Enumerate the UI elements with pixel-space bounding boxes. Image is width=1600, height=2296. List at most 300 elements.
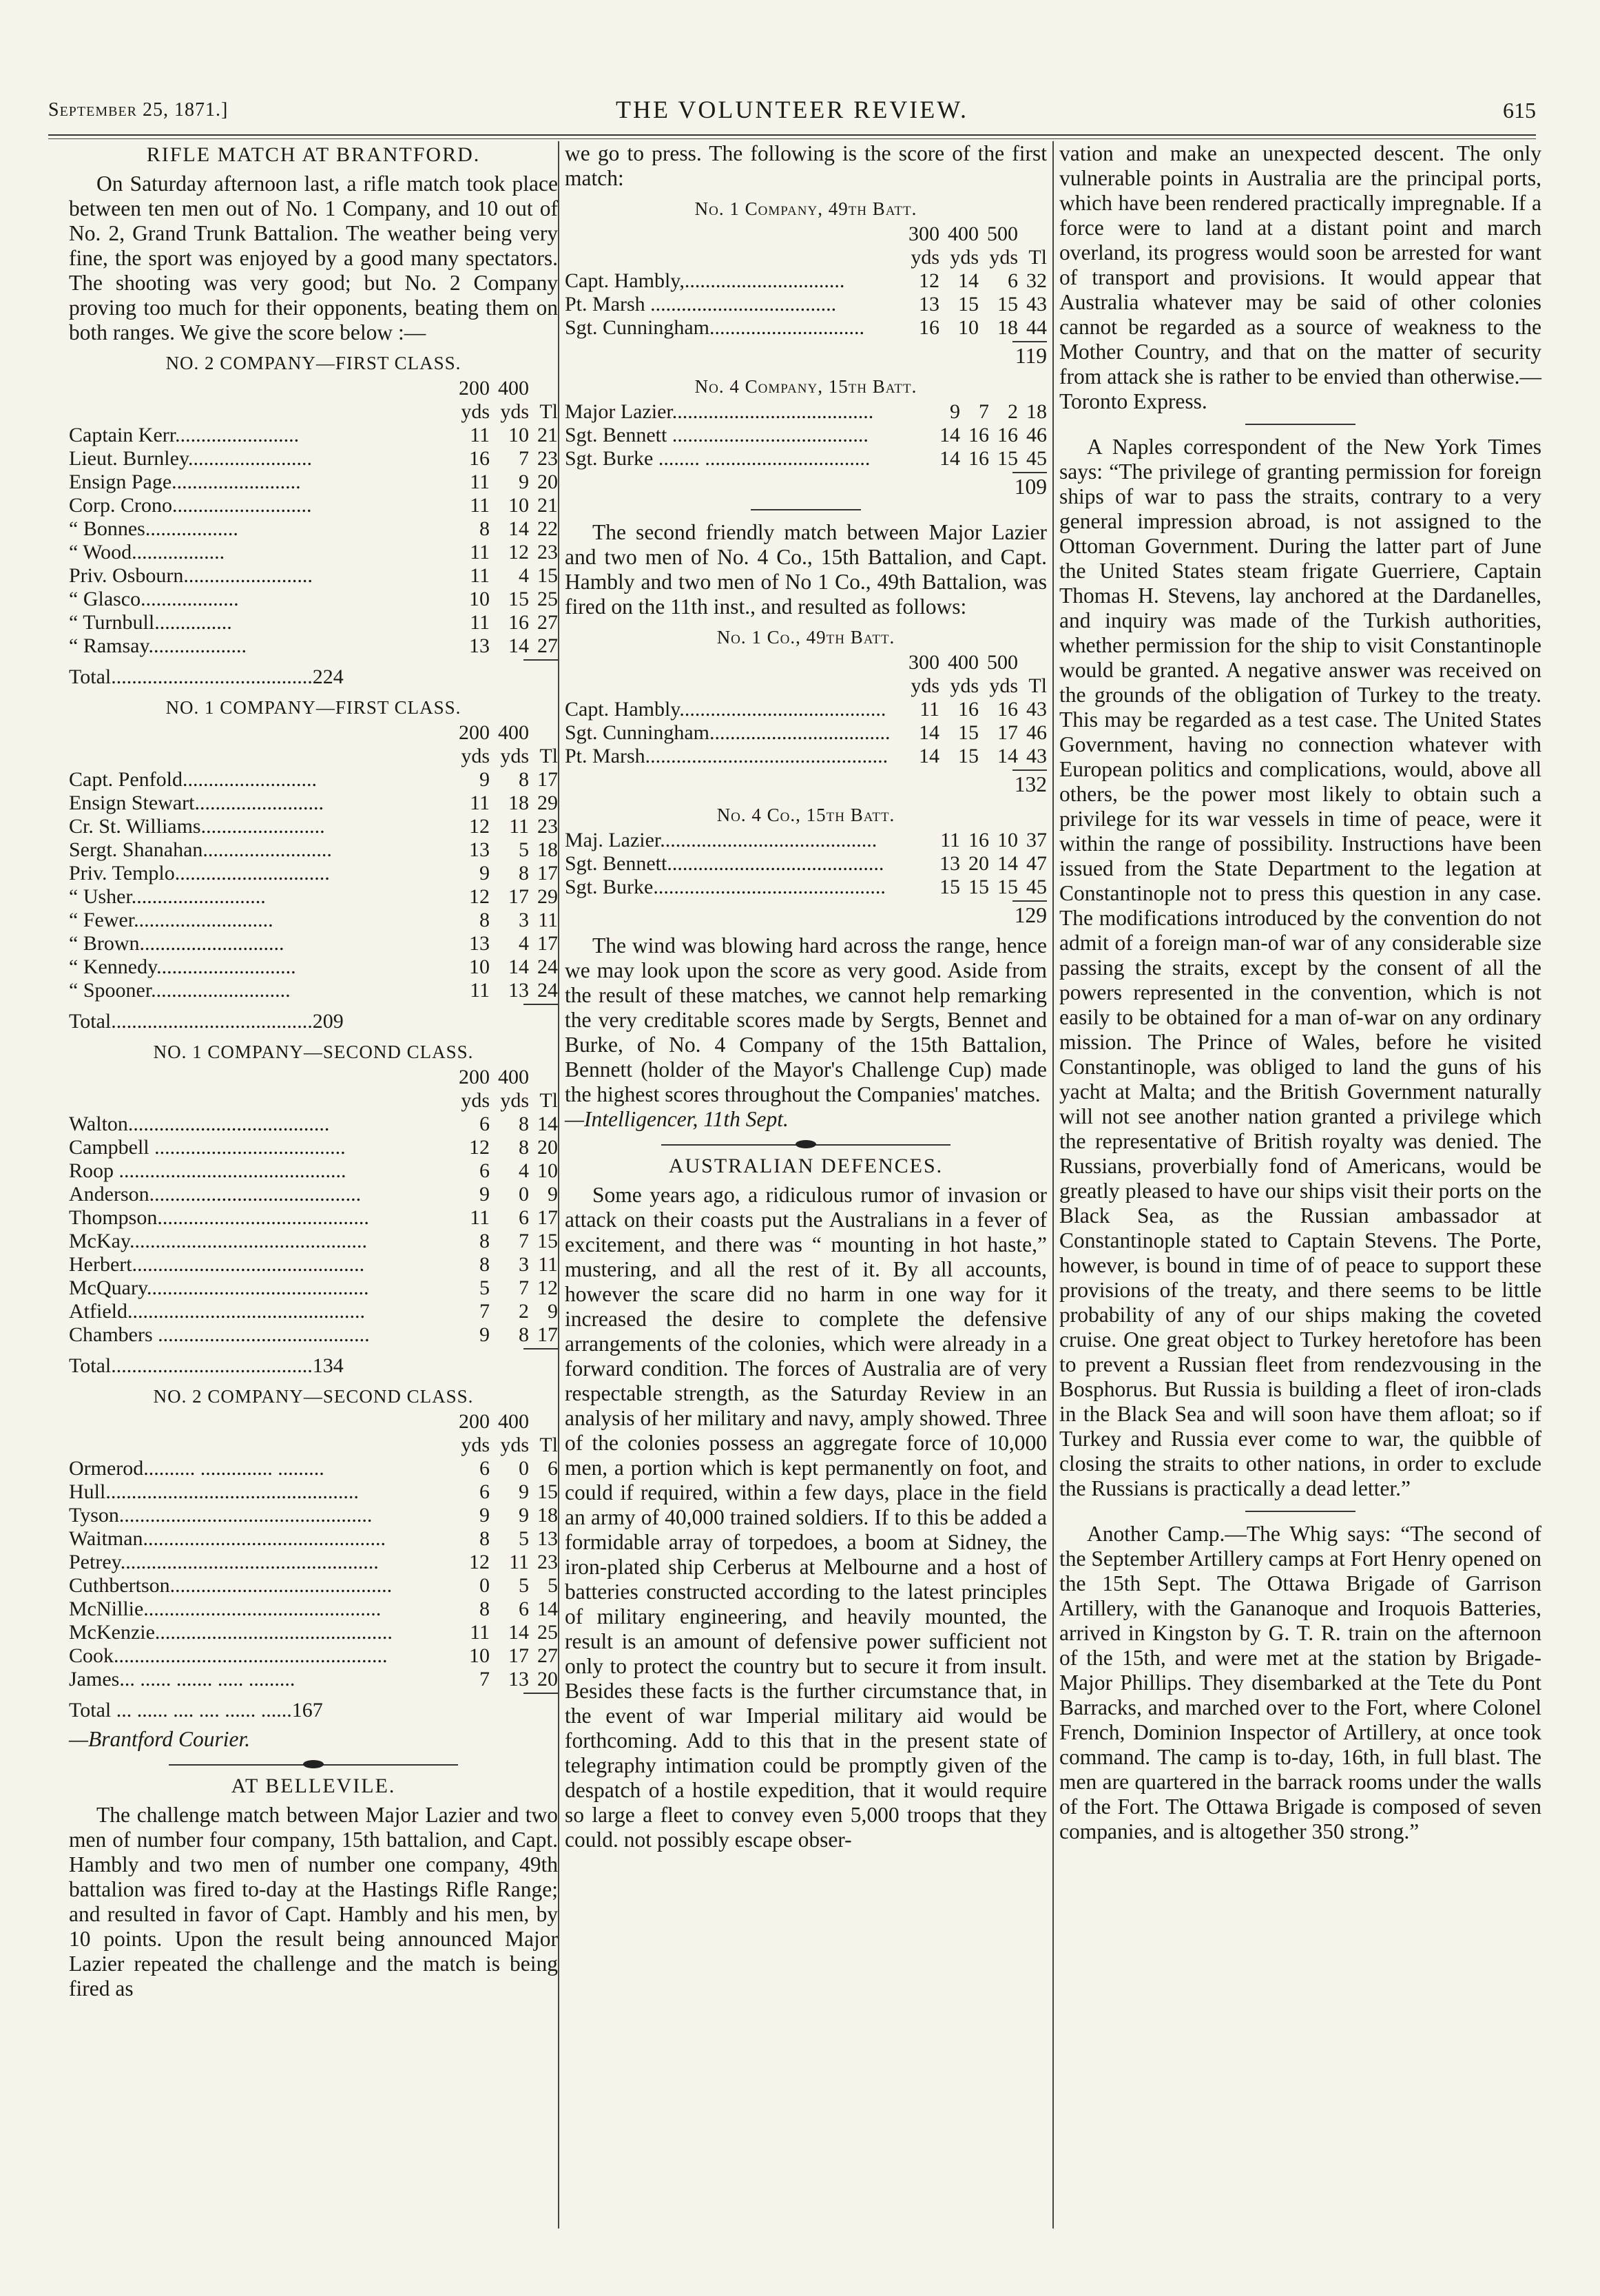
table-row <box>69 564 558 588</box>
table-total: 109 <box>1014 475 1047 499</box>
score-cell: 15 <box>958 745 979 767</box>
issue-date: September 25, 1871.] <box>48 99 229 121</box>
score-cell: 16 <box>968 829 989 851</box>
score-cell: 43 <box>1026 745 1047 767</box>
column-divider-2 <box>1052 141 1054 2228</box>
score-cell: 10 <box>508 424 529 446</box>
table-row <box>69 470 558 494</box>
score-cell: 18 <box>537 1504 558 1527</box>
score-cell: 14 <box>919 745 939 767</box>
score-cell: 8 <box>479 909 490 931</box>
shooter-name: Sgt. Burke ........ ................................ <box>565 447 871 470</box>
column-header: 500 <box>987 651 1018 674</box>
table-header-row <box>565 246 1047 269</box>
score-cell: 10 <box>508 494 529 517</box>
score-cell: 6 <box>548 1457 558 1480</box>
shooter-name: Petrey.................................................. <box>69 1551 379 1573</box>
column-header: 200 <box>459 1066 490 1088</box>
score-cell: 17 <box>537 768 558 791</box>
score-cell: 12 <box>469 1551 490 1573</box>
score-cell: 7 <box>979 400 989 423</box>
column-header: yds <box>911 246 939 269</box>
table-row <box>565 293 1047 316</box>
article-paragraph: The challenge match between Major Lazier and two men of number four company, 15th battalion, and Capt. Hambly and two men of number one company, 49th battalion was fired to-day at the Hastings Rifle Range; and resulted in favor of Capt. Hambly and his men, by 10 points. Upon the result being announced Major Lazier repeated the challenge and the match is being fired as <box>69 1803 558 2000</box>
table-row <box>69 1504 558 1527</box>
score-cell: 9 <box>548 1300 558 1323</box>
table-row <box>565 400 1047 424</box>
divider-rule <box>1245 1511 1355 1512</box>
shooter-name: Lieut. Burnley........................ <box>69 447 313 470</box>
score-table <box>69 377 558 658</box>
score-table <box>69 1066 558 1347</box>
score-cell: 13 <box>537 1527 558 1550</box>
score-cell: 47 <box>1026 852 1047 875</box>
score-cell: 7 <box>519 447 529 470</box>
score-cell: 9 <box>479 1183 490 1206</box>
score-cell: 21 <box>537 424 558 446</box>
score-cell: 11 <box>470 424 490 446</box>
column-header: yds <box>461 1434 490 1456</box>
score-table <box>69 1410 558 1691</box>
score-cell: 13 <box>469 634 490 657</box>
score-cell: 29 <box>537 885 558 908</box>
score-cell: 7 <box>519 1230 529 1252</box>
total-rule <box>523 1004 558 1005</box>
table-row <box>69 1206 558 1230</box>
table-header-row <box>69 1066 558 1089</box>
column-header: yds <box>950 674 979 697</box>
column-header <box>529 721 558 745</box>
score-cell: 11 <box>470 979 490 1002</box>
table-title: No. 4 Co., 15th Batt. <box>716 805 895 825</box>
score-cell: 3 <box>519 909 529 931</box>
score-cell: 11 <box>470 564 490 587</box>
shooter-name: “ Brown............................ <box>69 932 284 955</box>
column-header: 400 <box>498 1066 529 1088</box>
table-header-row <box>565 651 1047 674</box>
score-cell: 16 <box>968 447 989 470</box>
header-rule-2 <box>48 138 1536 139</box>
table-row <box>565 447 1047 470</box>
score-cell: 5 <box>519 1574 529 1597</box>
column-header: yds <box>461 1089 490 1112</box>
score-cell: 11 <box>920 698 939 721</box>
score-cell: 17 <box>537 932 558 955</box>
score-cell: 10 <box>469 588 490 610</box>
table-row <box>69 1113 558 1136</box>
column-header: 400 <box>498 721 529 744</box>
score-cell: 15 <box>958 293 979 316</box>
score-cell: 11 <box>470 470 490 493</box>
page-header <box>48 91 1536 132</box>
article-paragraph: The second friendly match between Major Lazier and two men of No. 4 Co., 15th Battalion, and Capt. Hambly and two men of No 1 Co., 49th Battalion, was fired on the 11th inst., and resulted as follows: <box>565 520 1047 619</box>
table-row <box>69 1230 558 1253</box>
score-cell: 14 <box>958 269 979 292</box>
table-row <box>69 1668 558 1691</box>
score-cell: 17 <box>508 1644 529 1667</box>
score-cell: 13 <box>919 293 939 316</box>
score-cell: 15 <box>968 876 989 898</box>
score-cell: 43 <box>1026 698 1047 721</box>
header-spacer <box>69 1089 450 1113</box>
shooter-name: Hull................................................. <box>69 1480 359 1503</box>
table-title: No. 1 Company, 49th Batt. <box>694 198 917 219</box>
score-cell: 32 <box>1026 269 1047 292</box>
score-cell: 4 <box>519 564 529 587</box>
header-rule <box>48 134 1536 136</box>
shooter-name: Capt. Hambly,............................... <box>565 269 845 292</box>
column-header <box>1018 651 1047 674</box>
shooter-name: Pt. Marsh............................................... <box>565 745 889 767</box>
score-cell: 13 <box>469 932 490 955</box>
article-paragraph: A Naples correspondent of the New York Times says: “The privilege of granting permission for foreign ships of war to pass the straits, contrary to a very general impression abroad, is not assigned to the Ottoman Government. During the latter part of June the United States steam frigate Guerriere, Captain Thomas H. Stevens, lay anchored at the Dardanelles, and inquiry was made of the Turkish authorities, whether permission for the ship to visit Constantinople would be granted. A negative answer was received on the grounds of the obligation of Turkey to the treaty. This may be regarded as a test case. The United States Government, having no connection whatever with European politics and complications, would, above all others, be the power most likely to obtain such a privilege for its war vessels in time of peace, were it within the range of possibility. Instructions have been issued from the State Department to the legation at Constantinople not to press this question in any case. The modifications introduced by the convention do not admit of a foreign man-of war of any considerable size passing the straits, except by the consent of all the powers represented in the convention, which is not easily to be obtained for a man of-war on any ordinary mission. The Prince of Wales, before he visited Constantinople, was obliged to land the guns of his yacht at Malta; and the British Government naturally will not see another nation granted a privilege which the representative of British royalty was denied. The Russians, proverbially fond of Americans, would be greatly pleased to have our ships visit their ports on the Black Sea, as the Russian ambassador at Constantinople stated to Captain Stevens. The Porte, however, is bound in time of of peace to support these provisions of the treaty, and there seems to be little probability of any of our ships making the coveted cruise. One great object to Turkey heretofore has been to prevent a Russian fleet from rendezvousing in the Bosphorus. But Russia is building a fleet of iron-clads in the Black Sea and will soon have them afloat; so if Turkey and Russia ever come to war, the quibble of closing the straits to other nations, in order to exclude the Russians is practically a dead letter.” <box>1059 435 1541 1500</box>
score-cell: 10 <box>958 316 979 339</box>
score-cell: 17 <box>537 1323 558 1346</box>
column-header: yds <box>950 246 979 269</box>
score-cell: 45 <box>1026 447 1047 470</box>
score-cell: 6 <box>479 1480 490 1503</box>
table-header-row <box>69 745 558 768</box>
article-heading-brantford: RIFLE MATCH AT BRANTFORD. <box>146 143 481 166</box>
column-header: Tl <box>1028 246 1047 269</box>
table-title: No. 1 Co., 49th Batt. <box>716 627 895 648</box>
score-cell: 29 <box>537 792 558 814</box>
score-cell: 14 <box>508 634 529 657</box>
table-row <box>69 517 558 541</box>
score-cell: 11 <box>470 792 490 814</box>
table-header-row <box>69 721 558 745</box>
column-header: 200 <box>459 721 490 744</box>
score-cell: 7 <box>479 1668 490 1690</box>
column-header: Tl <box>539 400 558 423</box>
shooter-name: Corp. Crono........................... <box>69 494 312 517</box>
score-cell: 17 <box>537 1206 558 1229</box>
table-row <box>69 1300 558 1323</box>
shooter-name: Major Lazier....................................... <box>565 400 874 423</box>
table-row <box>565 745 1047 768</box>
table-header-row <box>69 377 558 400</box>
score-cell: 8 <box>479 1230 490 1252</box>
shooter-name: McNillie.............................................. <box>69 1597 382 1620</box>
column-header: yds <box>989 674 1018 697</box>
score-cell: 5 <box>519 1527 529 1550</box>
score-cell: 6 <box>479 1113 490 1135</box>
score-cell: 9 <box>479 768 490 791</box>
shooter-name: “ Spooner........................... <box>69 979 291 1002</box>
score-cell: 16 <box>469 447 490 470</box>
shooter-name: Walton....................................... <box>69 1113 330 1135</box>
table-total: 132 <box>1014 772 1047 796</box>
table-row <box>69 1457 558 1480</box>
score-cell: 10 <box>469 955 490 978</box>
article-paragraph: we go to press. The following is the score of the first match: <box>565 141 1047 190</box>
shooter-name: Sgt. Bennett.......................................... <box>565 852 884 875</box>
table-header-row <box>565 223 1047 246</box>
table-row <box>69 1574 558 1597</box>
article-paragraph: The wind was blowing hard across the range, hence we may look upon the score as very good. Aside from the result of these matches, we cannot help remarking the very creditable scores made by Sergts, Bennet and Burke, of No. 4 Company of the 15th Battalion, Bennett (holder of the Mayor's Challenge Cup) made the highest scores throughout the Companies' matches. <box>565 933 1047 1106</box>
score-cell: 10 <box>469 1644 490 1667</box>
score-cell: 12 <box>537 1276 558 1299</box>
table-row <box>69 541 558 564</box>
score-cell: 11 <box>470 611 490 634</box>
score-cell: 7 <box>519 1276 529 1299</box>
score-cell: 20 <box>968 852 989 875</box>
score-cell: 12 <box>469 1136 490 1159</box>
score-cell: 44 <box>1026 316 1047 339</box>
table-header-row <box>69 1089 558 1113</box>
score-cell: 20 <box>537 470 558 493</box>
table-row <box>565 424 1047 447</box>
header-spacer <box>565 651 900 674</box>
score-cell: 16 <box>968 424 989 446</box>
score-cell: 15 <box>537 1230 558 1252</box>
score-cell: 11 <box>470 1206 490 1229</box>
score-cell: 18 <box>537 838 558 861</box>
score-table <box>565 651 1047 768</box>
score-cell: 7 <box>479 1300 490 1323</box>
score-cell: 43 <box>1026 293 1047 316</box>
shooter-name: Thompson......................................... <box>69 1206 369 1229</box>
score-cell: 2 <box>519 1300 529 1323</box>
header-spacer <box>565 246 900 269</box>
table-total: Total ... ...... .... .... ...... ......167 <box>69 1699 323 1721</box>
score-cell: 15 <box>508 588 529 610</box>
score-cell: 2 <box>1008 400 1018 423</box>
score-cell: 0 <box>519 1457 529 1480</box>
column-header: Tl <box>539 1089 558 1112</box>
score-cell: 9 <box>519 1480 529 1503</box>
score-cell: 11 <box>470 494 490 517</box>
table-row <box>565 316 1047 340</box>
shooter-name: “ Kennedy........................... <box>69 955 296 978</box>
score-cell: 5 <box>519 838 529 861</box>
score-cell: 13 <box>508 1668 529 1690</box>
total-rule <box>523 1693 558 1694</box>
table-row <box>69 885 558 909</box>
total-rule <box>1012 900 1047 902</box>
column-header: 300 <box>908 223 939 245</box>
shooter-name: Sergt. Shanahan......................... <box>69 838 332 861</box>
table-row <box>69 1136 558 1159</box>
score-cell: 14 <box>537 1113 558 1135</box>
score-cell: 9 <box>479 862 490 885</box>
score-cell: 17 <box>537 862 558 885</box>
table-header-row <box>69 1410 558 1434</box>
score-cell: 8 <box>519 768 529 791</box>
newspaper-title: THE VOLUNTEER REVIEW. <box>616 96 968 123</box>
table-row <box>565 876 1047 899</box>
score-cell: 11 <box>509 815 529 838</box>
shooter-name: “ Fewer........................... <box>69 909 273 931</box>
score-cell: 10 <box>537 1159 558 1182</box>
score-cell: 14 <box>508 1621 529 1644</box>
score-cell: 18 <box>508 792 529 814</box>
shooter-name: Capt. Penfold.......................... <box>69 768 317 791</box>
score-cell: 11 <box>538 909 558 931</box>
score-cell: 14 <box>919 721 939 744</box>
score-cell: 9 <box>519 470 529 493</box>
shooter-name: James... ...... ....... ..... ......... <box>69 1668 295 1690</box>
table-row <box>69 792 558 815</box>
score-cell: 23 <box>537 447 558 470</box>
table-row <box>565 698 1047 721</box>
score-cell: 37 <box>1026 829 1047 851</box>
score-cell: 16 <box>919 316 939 339</box>
score-cell: 14 <box>939 424 960 446</box>
table-row <box>69 1323 558 1347</box>
score-cell: 8 <box>479 1597 490 1620</box>
column-header: Tl <box>1028 674 1047 697</box>
score-tables <box>565 196 1047 499</box>
score-tables <box>565 625 1047 928</box>
column-header: 400 <box>498 1410 529 1433</box>
shooter-name: Waitman............................................... <box>69 1527 386 1550</box>
column-divider-1 <box>558 141 559 2228</box>
score-cell: 15 <box>939 876 960 898</box>
score-cell: 9 <box>479 1504 490 1527</box>
score-cell: 15 <box>997 876 1018 898</box>
article-paragraph: Some years ago, a ridiculous rumor of invasion or attack on their coasts put the Australians in a fever of excitement, and there was “ mounting in hot haste,” mustering, and all the rest of it. By all accounts, however the scare did no harm in one way for it increased the desire to complete the defensive arrangements of the colonies, which were already in a forward condition. The forces of Australia are of very respectable strength, as the Saturday Review in an analysis of her military and navy, amply showed. Three of the colonies possess an aggregate force of 10,000 men, a portion which is kept permanently on foot, and could if required, within a few days, place in the field an army of 40,000 trained soldiers. If to this be added a formidable array of torpedoes, a boom at Sidney, the iron-plated ship Cerberus at Melbourne and a host of batteries constructed according to the latest principles of military engineering, and heavily mounted, the result is an amount of defensive power sufficient not only to protect the country but to secure it from insult. Besides these facts is the further circumstance that, in the event of war Imperial military aid would be forthcoming. Add to this that in the present state of telegraphy intimation could be promptly given of the despatch of a hostile expedition, that it would require so large a fleet to convey even 5,000 troops that they could. not possibly escape obser- <box>565 1183 1047 1852</box>
table-total: 119 <box>1015 344 1047 368</box>
column-header: yds <box>989 246 1018 269</box>
score-cell: 18 <box>997 316 1018 339</box>
table-row <box>565 721 1047 745</box>
total-rule <box>523 1348 558 1349</box>
column-header <box>529 1066 558 1089</box>
score-cell: 8 <box>519 1323 529 1346</box>
score-table <box>565 829 1047 899</box>
header-spacer <box>69 400 450 424</box>
column-header: yds <box>500 745 529 767</box>
column-header: 400 <box>948 651 979 674</box>
header-spacer <box>69 1410 450 1434</box>
column-1 <box>69 141 558 2001</box>
score-cell: 6 <box>479 1457 490 1480</box>
shooter-name: Capt. Hambly........................................ <box>565 698 886 721</box>
score-cell: 18 <box>1026 400 1047 423</box>
score-cell: 15 <box>997 293 1018 316</box>
shooter-name: “ Ramsay................... <box>69 634 247 657</box>
shooter-name: “ Bonnes.................. <box>69 517 238 540</box>
score-cell: 14 <box>537 1597 558 1620</box>
table-row <box>565 829 1047 852</box>
score-cell: 46 <box>1026 424 1047 446</box>
shooter-name: Tyson................................................. <box>69 1504 373 1527</box>
shooter-name: Ensign Stewart......................... <box>69 792 324 814</box>
score-cell: 17 <box>508 885 529 908</box>
score-cell: 6 <box>519 1597 529 1620</box>
score-cell: 10 <box>997 829 1018 851</box>
score-cell: 0 <box>479 1574 490 1597</box>
score-cell: 25 <box>537 588 558 610</box>
table-total: Total.......................................209 <box>69 1010 344 1033</box>
score-cell: 9 <box>548 1183 558 1206</box>
table-row <box>69 634 558 658</box>
article-paragraph: Another Camp.—The Whig says: “The second of the September Artillery camps at Fort Henry opened on the 15th Sept. The Ottawa Brigade of Garrison Artillery, with the Gananoque and Iroquois Batteries, arrived in Kingston by G. T. R. train on the afternoon of the 15th, and were met at the station by Brigade-Major Phillips. They disembarked at the Tete du Pont Barracks, and marched over to the Fort, where Colonel French, Dominion Inspector of Artillery, at once took command. The camp is to-day, 16th, in full blast. The men are quartered in the barrack rooms under the walls of the Fort. The Ottawa Brigade is composed of seven companies, and is altogether 350 strong.” <box>1059 1522 1541 1843</box>
shooter-name: Ormerod.......... .............. ......... <box>69 1457 324 1480</box>
table-title: NO. 2 COMPANY—FIRST CLASS. <box>165 353 461 373</box>
score-cell: 20 <box>537 1668 558 1690</box>
column-header: yds <box>911 674 939 697</box>
table-row <box>69 1621 558 1644</box>
score-cell: 8 <box>519 1136 529 1159</box>
score-cell: 6 <box>1008 269 1018 292</box>
table-row <box>69 1527 558 1551</box>
column-header: yds <box>500 1089 529 1112</box>
score-cell: 8 <box>519 862 529 885</box>
shooter-name: Priv. Osbourn......................... <box>69 564 313 587</box>
score-cell: 8 <box>519 1113 529 1135</box>
score-cell: 9 <box>519 1504 529 1527</box>
shooter-name: “ Usher.......................... <box>69 885 266 908</box>
shooter-name: Cr. St. Williams........................ <box>69 815 325 838</box>
shooter-name: McKenzie.............................................. <box>69 1621 393 1644</box>
score-cell: 27 <box>537 634 558 657</box>
table-row <box>69 447 558 470</box>
score-cell: 14 <box>508 955 529 978</box>
shooter-name: Campbell ..................................... <box>69 1136 346 1159</box>
ornamental-rule <box>661 1144 950 1146</box>
shooter-name: “ Wood.................. <box>69 541 225 563</box>
header-spacer <box>69 721 450 745</box>
table-row <box>69 588 558 611</box>
score-cell: 11 <box>538 1253 558 1276</box>
table-total: 129 <box>1014 903 1047 927</box>
table-title: NO. 1 COMPANY—SECOND CLASS. <box>153 1042 474 1062</box>
table-total: Total.......................................224 <box>69 665 344 688</box>
score-cell: 14 <box>508 517 529 540</box>
table-row <box>565 269 1047 293</box>
score-cell: 17 <box>997 721 1018 744</box>
score-cell: 21 <box>537 494 558 517</box>
header-spacer <box>69 1066 450 1089</box>
score-cell: 22 <box>537 517 558 540</box>
shooter-name: Sgt. Cunningham................................... <box>565 721 891 744</box>
shooter-name: Ensign Page......................... <box>69 470 301 493</box>
column-3 <box>1059 141 1541 1844</box>
table-row <box>69 979 558 1002</box>
score-cell: 23 <box>537 1551 558 1573</box>
column-header: 400 <box>498 377 529 400</box>
score-cell: 15 <box>537 564 558 587</box>
column-header: yds <box>461 745 490 767</box>
score-cell: 12 <box>919 269 939 292</box>
table-title: No. 4 Company, 15th Batt. <box>694 376 917 397</box>
score-cell: 6 <box>519 1206 529 1229</box>
column-header: yds <box>461 400 490 423</box>
column-header: 400 <box>948 223 979 245</box>
article-paragraph: vation and make an unexpected descent. The only vulnerable points in Australia are the principal ports, which have been rendered practically impregnable. If a force were to land at a distant point and march overland, its progress would soon be arrested for want of transport and provisions. It would appear that Australia whatever may be said of other colonies cannot be regarded as a source of weakness to the Mother Country, and that on the matter of security from attack she is rather to be envied than otherwise.—Toronto Express. <box>1059 141 1541 413</box>
table-row <box>69 838 558 862</box>
header-spacer <box>69 1434 450 1457</box>
shooter-name: Maj. Lazier.......................................... <box>565 829 877 851</box>
table-row <box>69 955 558 979</box>
table-row <box>69 611 558 634</box>
table-total: Total.......................................134 <box>69 1354 344 1377</box>
source-credit: —Brantford Courier. <box>69 1727 251 1751</box>
table-row <box>69 1644 558 1668</box>
column-header: yds <box>500 1434 529 1456</box>
table-row <box>69 768 558 792</box>
score-cell: 8 <box>479 1527 490 1550</box>
score-tables <box>69 351 558 1723</box>
score-cell: 23 <box>537 815 558 838</box>
score-cell: 16 <box>958 698 979 721</box>
table-row <box>69 1551 558 1574</box>
table-row <box>69 815 558 838</box>
column-header <box>1018 223 1047 246</box>
table-title: NO. 2 COMPANY—SECOND CLASS. <box>153 1386 474 1407</box>
